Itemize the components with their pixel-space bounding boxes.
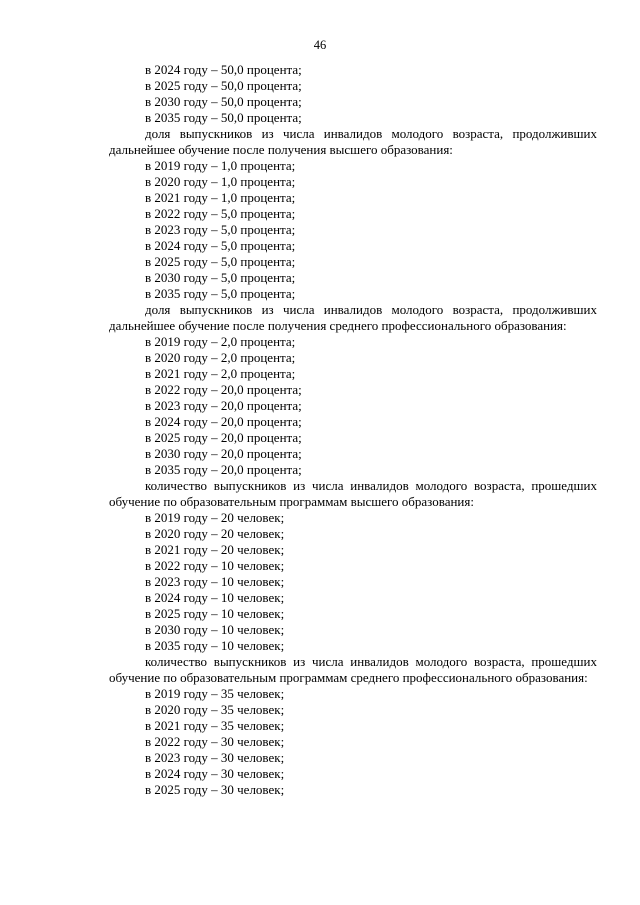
list-item: в 2024 году – 20,0 процента; (145, 414, 302, 429)
list-item: в 2023 году – 30 человек; (145, 750, 285, 765)
list-item: в 2030 году – 5,0 процента; (145, 270, 296, 285)
list-item: в 2019 году – 1,0 процента; (145, 158, 296, 173)
list-item: в 2023 году – 10 человек; (145, 574, 285, 589)
list-item: в 2020 году – 35 человек; (145, 702, 285, 717)
list-item: в 2019 году – 2,0 процента; (145, 334, 296, 349)
list-item: в 2022 году – 30 человек; (145, 734, 285, 749)
list-item: в 2025 году – 10 человек; (145, 606, 285, 621)
list-item: в 2023 году – 5,0 процента; (145, 222, 296, 237)
list-item: в 2025 году – 5,0 процента; (145, 254, 296, 269)
list-item: в 2020 году – 2,0 процента; (145, 350, 296, 365)
list-item: в 2022 году – 5,0 процента; (145, 206, 296, 221)
list-item: в 2035 году – 50,0 процента; (145, 110, 302, 125)
paragraph: доля выпускников из числа инвалидов молодого возраста, продолживших дальнейшее обучение после получения высшего образования: (109, 126, 597, 157)
list-item: в 2025 году – 50,0 процента; (145, 78, 302, 93)
list-item: в 2025 году – 20,0 процента; (145, 430, 302, 445)
list-item: в 2019 году – 35 человек; (145, 686, 285, 701)
list-item: в 2035 году – 10 человек; (145, 638, 285, 653)
list-item: в 2024 году – 30 человек; (145, 766, 285, 781)
list-item: в 2022 году – 10 человек; (145, 558, 285, 573)
list-item: в 2020 году – 1,0 процента; (145, 174, 296, 189)
list-item: в 2023 году – 20,0 процента; (145, 398, 302, 413)
list-item: в 2021 году – 2,0 процента; (145, 366, 296, 381)
list-item: в 2035 году – 20,0 процента; (145, 462, 302, 477)
list-item: в 2021 году – 35 человек; (145, 718, 285, 733)
list-item: в 2021 году – 1,0 процента; (145, 190, 296, 205)
list-item: в 2020 году – 20 человек; (145, 526, 285, 541)
paragraph: доля выпускников из числа инвалидов молодого возраста, продолживших дальнейшее обучение после получения среднего профессионального образования: (109, 302, 597, 333)
list-item: в 2030 году – 10 человек; (145, 622, 285, 637)
paragraph: количество выпускников из числа инвалидов молодого возраста, прошедших обучение по образовательным программам среднего профессионального образования: (109, 654, 597, 685)
document-body (109, 62, 597, 798)
list-item: в 2024 году – 50,0 процента; (145, 62, 302, 77)
list-item: в 2030 году – 20,0 процента; (145, 446, 302, 461)
list-item: в 2025 году – 30 человек; (145, 782, 285, 797)
list-item: в 2019 году – 20 человек; (145, 510, 285, 525)
list-item: в 2030 году – 50,0 процента; (145, 94, 302, 109)
list-item: в 2021 году – 20 человек; (145, 542, 285, 557)
list-item: в 2035 году – 5,0 процента; (145, 286, 296, 301)
page-number: 46 (313, 38, 327, 52)
paragraph: количество выпускников из числа инвалидов молодого возраста, прошедших обучение по образовательным программам высшего образования: (109, 478, 597, 509)
list-item: в 2022 году – 20,0 процента; (145, 382, 302, 397)
list-item: в 2024 году – 10 человек; (145, 590, 285, 605)
list-item: в 2024 году – 5,0 процента; (145, 238, 296, 253)
